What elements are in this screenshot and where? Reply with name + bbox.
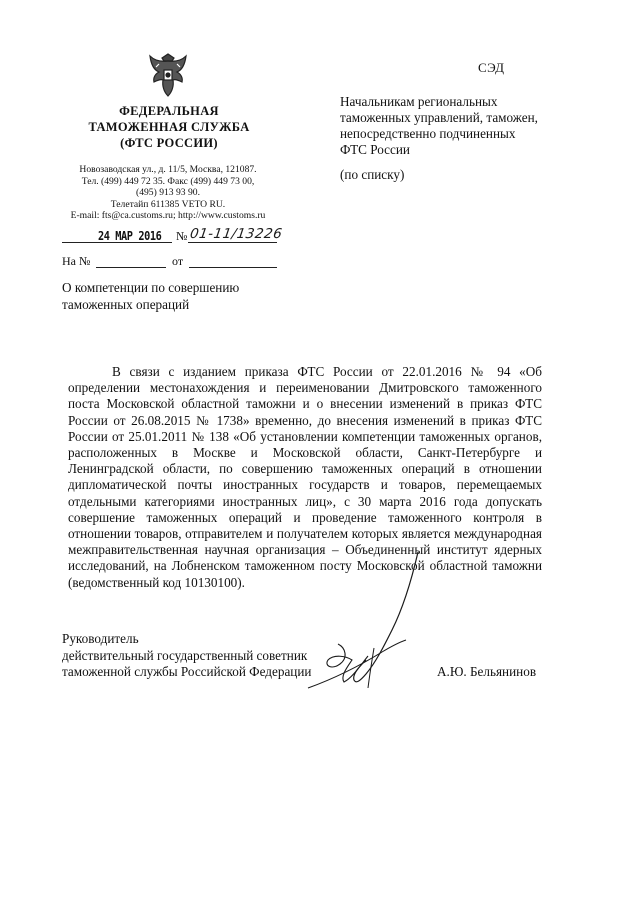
reference-line [62,254,277,270]
teletype-text: Телетайп 611385 VETO RU. [110,198,226,210]
subject-line1: О компетенции по совершению [62,280,240,295]
registration-line [62,226,284,246]
address-text: Новозаводская ул., д. 11/5, Москва, 121087. [79,164,257,175]
number-label: № [176,229,188,243]
org-name-line3: (ФТС РОССИИ) [120,136,218,150]
signatory-line1: Руководитель [62,631,139,646]
org-name-line1: ФЕДЕРАЛЬНАЯ [119,104,219,118]
email-text: E-mail: fts@ca.customs.ru; http://www.customs.ru [70,210,266,222]
phones-text-2: (495) 913 93 90. [136,187,200,199]
sed-mark: СЭД [478,60,505,75]
ref-label: На № [62,254,91,268]
subject-block [62,280,282,313]
org-name-line2: ТАМОЖЕННАЯ СЛУЖБА [88,120,250,134]
handwritten-signature [300,548,460,698]
signatory-line2: действительный государственный советник [62,647,308,663]
registration-number: 01-11/13226 [188,226,284,242]
subject-line2: таможенных операций [62,296,190,312]
contacts-block [62,164,274,222]
signatory-name: А.Ю. Бельянинов [437,664,537,679]
signatory-line3: таможенной службы Российской Федерации [62,664,312,679]
body-paragraph: В связи с изданием приказа ФТС России от 22.01.2016 № 94 «Об определении местонахождения и переименовании Дмитровского таможенного поста Московской областной таможни и о внесении изменений в приказ ФТС России от 26.08.2015 № 1738» временно, до внесения изменений в приказ ФТС России от 25.01.2011 № 138 «Об установлении компетенции таможенных органов, расположенных в Москве и Московской области, Санкт-Петербурге и Ленинградской области, по совершению таможенных операций в отношении дипломатической почты иностранных государств и товаров, перемещаемых отдельными категориями иностранных лиц», с 30 марта 2016 года допускать совершение таможенных операций и проведение таможенного контроля в отношении товаров, отправителем и получателем которых является международная межправительственная научная организация – Объединенный институт ядерных исследований, на Лобненском таможенном посту Московской областной таможни (ведомственный код 10130100). [68,364,542,590]
addressee-block: Начальникам региональных таможенных управлений, таможен, непосредственно подчиненных ФТС России [340,94,538,157]
phones-text: Тел. (499) 449 72 35. Факс (499) 449 73 00, [81,175,255,187]
ref-from-label: от [172,254,184,268]
coat-of-arms-icon [148,52,188,98]
addressee-note: (по списку) [340,167,405,182]
registration-date-stamp: 24 МАР 2016 [98,228,162,243]
